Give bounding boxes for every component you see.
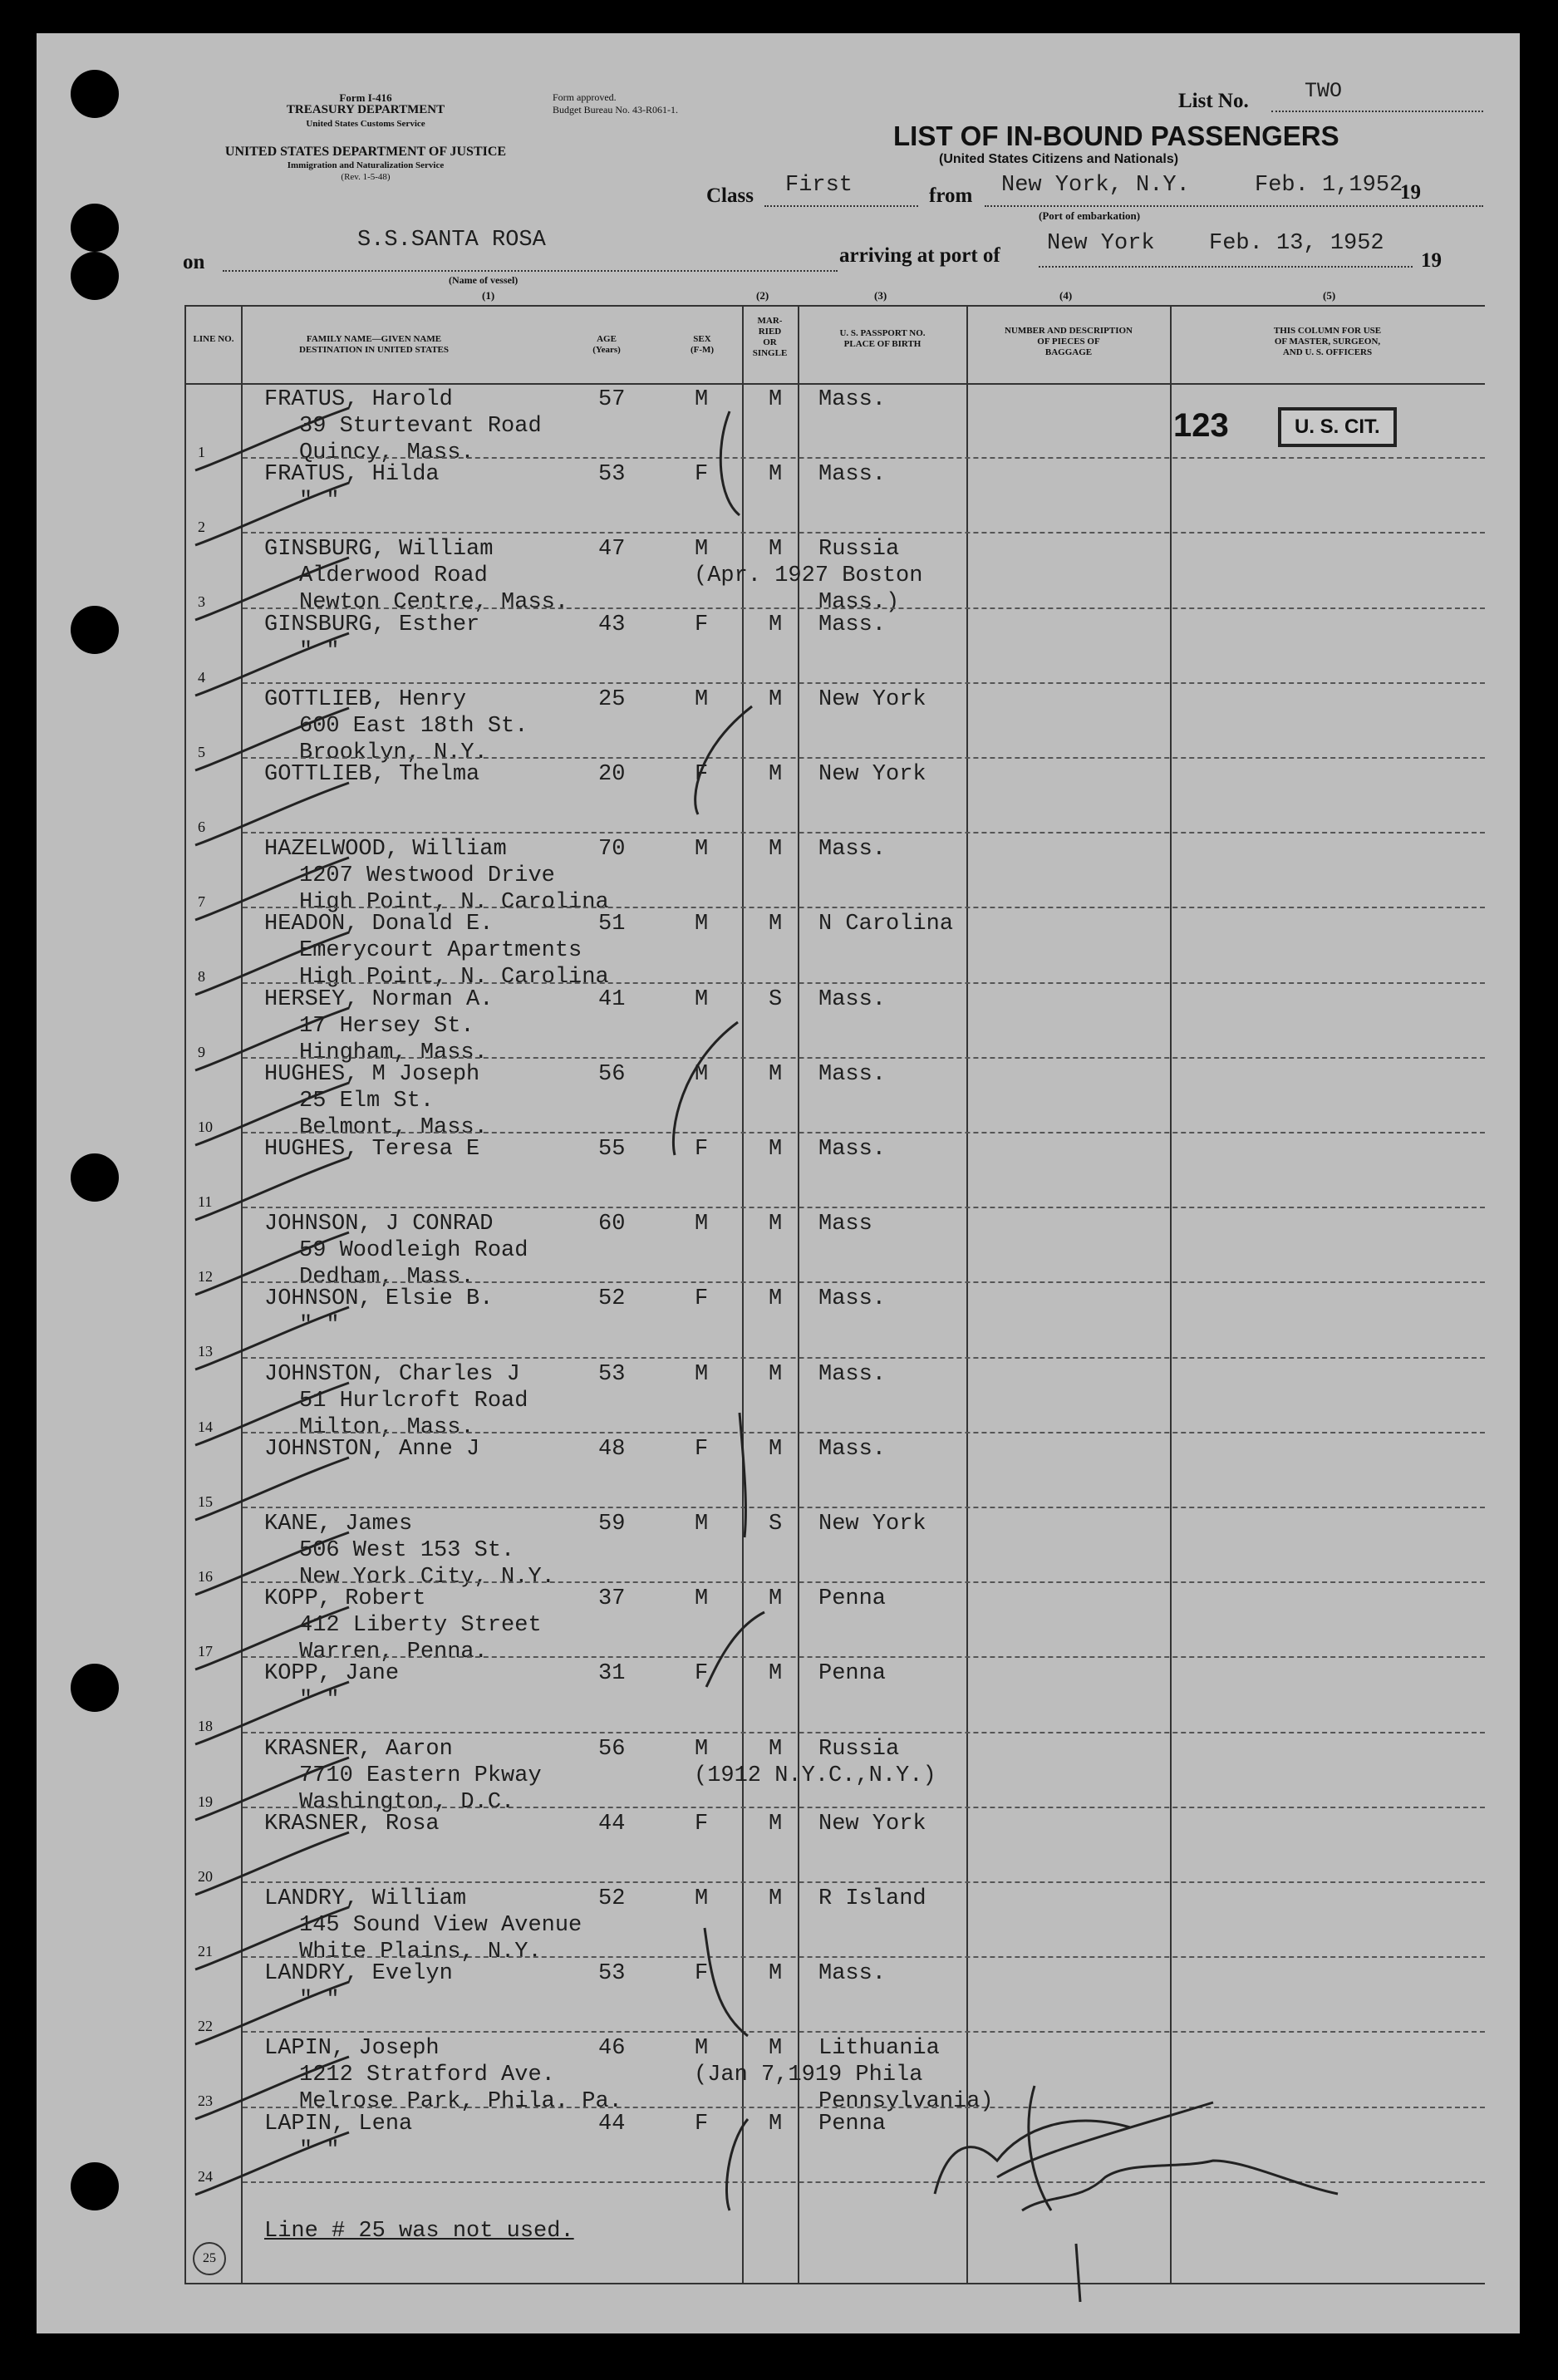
- line-number: 3: [198, 593, 205, 610]
- header-sex: SEX (F-M): [690, 334, 715, 355]
- passenger-sex: F: [695, 1812, 709, 1837]
- passenger-sex: M: [695, 2036, 709, 2061]
- passenger-address-line: 25 Elm St.: [299, 1089, 435, 1114]
- form-title: LIST OF IN-BOUND PASSENGERS: [893, 120, 1339, 151]
- passenger-address-line: Melrose Park, Phila. Pa.: [299, 2089, 622, 2114]
- line-number: 20: [198, 1868, 213, 1885]
- passenger-age: 31: [598, 1661, 626, 1686]
- passenger-age: 44: [598, 2112, 626, 2137]
- header-officers: THIS COLUMN FOR USE OF MASTER, SURGEON, AND U. S. OFFICERS: [1273, 326, 1382, 357]
- passenger-sex: F: [695, 1961, 709, 1986]
- passenger-age: 53: [598, 1961, 626, 1986]
- class-label: Class: [706, 184, 754, 207]
- passenger-sex: M: [695, 837, 709, 862]
- line-number: 11: [198, 1193, 213, 1210]
- passenger-address-line: " ": [299, 639, 340, 664]
- line-number: 10: [198, 1119, 213, 1135]
- passenger-age: 53: [598, 462, 626, 487]
- passenger-name: FRATUS, Hilda: [264, 462, 440, 487]
- line-number: 14: [198, 1419, 213, 1435]
- passenger-name: GINSBURG, Esther: [264, 612, 480, 637]
- port-embarkation-caption: (Port of embarkation): [1039, 209, 1141, 222]
- passenger-birthplace: N Carolina: [818, 912, 954, 937]
- passenger-address-line: " ": [299, 2138, 340, 2163]
- passenger-address-line: 145 Sound View Avenue: [299, 1913, 582, 1938]
- col-num-1: (1): [482, 289, 495, 302]
- passenger-marital-status: M: [769, 1362, 783, 1387]
- passenger-birthplace: New York: [818, 687, 926, 712]
- passenger-address-line: 59 Woodleigh Road: [299, 1238, 528, 1263]
- passenger-birthplace: New York: [818, 762, 926, 787]
- passenger-marital-status: M: [769, 387, 783, 412]
- line-number: 13: [198, 1343, 213, 1360]
- line-number: 19: [198, 1793, 213, 1810]
- passenger-address-line: 51 Hurlcroft Road: [299, 1389, 528, 1414]
- on-label: on: [183, 251, 205, 273]
- passenger-birthplace: R Island: [818, 1886, 926, 1911]
- passenger-address-line: " ": [299, 1313, 340, 1338]
- passenger-address-line: Warren, Penna.: [299, 1640, 488, 1665]
- passenger-sex: F: [695, 2112, 709, 2137]
- passenger-age: 51: [598, 912, 626, 937]
- passenger-name: JOHNSTON, Charles J: [264, 1362, 520, 1387]
- passenger-name: HERSEY, Norman A.: [264, 987, 494, 1012]
- passenger-age: 20: [598, 762, 626, 787]
- passenger-age: 52: [598, 1286, 626, 1311]
- passenger-marital-status: M: [769, 462, 783, 487]
- passenger-name: HUGHES, M Joseph: [264, 1062, 480, 1087]
- passenger-birthplace: Penna: [818, 1586, 887, 1611]
- col-num-3: (3): [874, 289, 887, 302]
- header-baggage: NUMBER AND DESCRIPTION OF PIECES OF BAGGAGE: [1004, 326, 1133, 357]
- passenger-marital-status: M: [769, 1661, 783, 1686]
- birthplace-note: (Jan 7,1919 Phila: [694, 2063, 923, 2087]
- passenger-sex: M: [695, 1212, 709, 1237]
- passenger-name: LAPIN, Lena: [264, 2112, 413, 2137]
- passenger-sex: M: [695, 537, 709, 562]
- passenger-sex: M: [695, 1362, 709, 1387]
- passenger-marital-status: M: [769, 1961, 783, 1986]
- passenger-name: KOPP, Jane: [264, 1661, 400, 1686]
- passenger-address-line: 412 Liberty Street: [299, 1613, 542, 1638]
- passenger-address-line: High Point, N. Carolina: [299, 890, 609, 915]
- arriving-label: arriving at port of: [839, 244, 1000, 267]
- passenger-address-line: White Plains, N.Y.: [299, 1940, 542, 1964]
- passenger-address-line: 1207 Westwood Drive: [299, 863, 555, 888]
- passenger-marital-status: M: [769, 1062, 783, 1087]
- arrival-port: New York: [1047, 231, 1155, 256]
- pen-check-mark: [695, 706, 752, 814]
- stamp-number: 123: [1173, 407, 1229, 444]
- form-revision: (Rev. 1-5-48): [341, 172, 391, 182]
- passenger-name: HAZELWOOD, William: [264, 837, 507, 862]
- passenger-age: 59: [598, 1512, 626, 1537]
- passenger-marital-status: S: [769, 987, 783, 1012]
- signature-stroke: [1029, 2086, 1051, 2210]
- passenger-marital-status: M: [769, 537, 783, 562]
- passenger-birthplace: Lithuania: [818, 2036, 940, 2061]
- from-label: from: [929, 184, 973, 207]
- passenger-marital-status: M: [769, 1886, 783, 1911]
- passenger-marital-status: M: [769, 1437, 783, 1462]
- passenger-age: 41: [598, 987, 626, 1012]
- passenger-address-line: Hingham, Mass.: [299, 1040, 488, 1065]
- passenger-address-line: " ": [299, 1988, 340, 2013]
- passenger-marital-status: M: [769, 1137, 783, 1162]
- passenger-sex: M: [695, 687, 709, 712]
- passenger-birthplace: Mass.: [818, 462, 887, 487]
- passenger-name: LANDRY, William: [264, 1886, 467, 1911]
- line-number: 16: [198, 1568, 213, 1585]
- pen-check-mark: [726, 2119, 748, 2210]
- us-citizen-stamp: U. S. CIT.: [1278, 407, 1397, 447]
- passenger-sex: M: [695, 1586, 709, 1611]
- passenger-birthplace: Mass.: [818, 1961, 887, 1986]
- col-num-4: (4): [1059, 289, 1073, 302]
- header-age: AGE (Years): [592, 334, 621, 355]
- col-num-2: (2): [756, 289, 769, 302]
- passenger-name: KANE, James: [264, 1512, 413, 1537]
- passenger-marital-status: M: [769, 687, 783, 712]
- passenger-birthplace: Mass.: [818, 1286, 887, 1311]
- passenger-name: KRASNER, Rosa: [264, 1812, 440, 1837]
- passenger-birthplace: New York: [818, 1512, 926, 1537]
- passenger-sex: M: [695, 1062, 709, 1087]
- pen-check-mark: [740, 1413, 745, 1537]
- passenger-name: JOHNSON, J CONRAD: [264, 1212, 494, 1237]
- passenger-marital-status: M: [769, 1812, 783, 1837]
- passenger-age: 43: [598, 612, 626, 637]
- line-number: 15: [198, 1493, 213, 1510]
- passenger-age: 47: [598, 537, 626, 562]
- passenger-name: LANDRY, Evelyn: [264, 1961, 453, 1986]
- passenger-birthplace: Mass: [818, 1212, 872, 1237]
- passenger-birthplace: Mass.: [818, 1137, 887, 1162]
- passenger-sex: M: [695, 1886, 709, 1911]
- passenger-marital-status: M: [769, 1286, 783, 1311]
- vessel-caption: (Name of vessel): [449, 274, 519, 286]
- passenger-marital-status: M: [769, 1586, 783, 1611]
- passenger-name: GINSBURG, William: [264, 537, 494, 562]
- list-no-label: List No.: [1178, 90, 1249, 112]
- passenger-birthplace: Mass.: [818, 1062, 887, 1087]
- passenger-birthplace: Russia: [818, 1737, 900, 1762]
- passenger-age: 55: [598, 1137, 626, 1162]
- passenger-address-line: " ": [299, 1688, 340, 1713]
- passenger-address-line: 600 East 18th St.: [299, 714, 528, 739]
- passenger-sex: F: [695, 762, 709, 787]
- passenger-marital-status: M: [769, 837, 783, 862]
- line-number: 21: [198, 1943, 213, 1960]
- passenger-age: 56: [598, 1737, 626, 1762]
- passenger-name: JOHNSON, Elsie B.: [264, 1286, 494, 1311]
- line-number: 4: [198, 669, 205, 686]
- line-number: 1: [198, 444, 205, 460]
- line-number: 6: [198, 819, 205, 835]
- passenger-address-line: 39 Sturtevant Road: [299, 414, 542, 439]
- passenger-address-line: 506 West 153 St.: [299, 1538, 515, 1563]
- line-number: 9: [198, 1044, 205, 1060]
- passenger-marital-status: M: [769, 912, 783, 937]
- header-married: MAR- RIED OR SINGLE: [752, 316, 788, 358]
- passenger-birthplace: Mass.: [818, 387, 887, 412]
- line-number: 22: [198, 2018, 213, 2034]
- passenger-birthplace: New York: [818, 1812, 926, 1837]
- passenger-age: 46: [598, 2036, 626, 2061]
- passenger-sex: M: [695, 1512, 709, 1537]
- passenger-name: GOTTLIEB, Henry: [264, 687, 467, 712]
- passenger-address-line: High Point, N. Carolina: [299, 965, 609, 990]
- passenger-age: 37: [598, 1586, 626, 1611]
- customs-service: United States Customs Service: [306, 119, 425, 129]
- passenger-name: FRATUS, Harold: [264, 387, 453, 412]
- passenger-marital-status: M: [769, 2036, 783, 2061]
- passenger-address-line: Washington, D.C.: [299, 1790, 515, 1815]
- birthplace-note: Pennsylvania): [818, 2089, 994, 2114]
- treasury-dept: TREASURY DEPARTMENT: [286, 103, 445, 116]
- passenger-name: HEADON, Donald E.: [264, 912, 494, 937]
- form-subtitle: (United States Citizens and Nationals): [939, 152, 1179, 166]
- passenger-age: 25: [598, 687, 626, 712]
- pen-check-mark: [706, 1612, 764, 1687]
- passenger-birthplace: Mass.: [818, 612, 887, 637]
- line-number: 17: [198, 1643, 213, 1660]
- passenger-address-line: Belmont, Mass.: [299, 1115, 488, 1140]
- col-num-5: (5): [1323, 289, 1336, 302]
- line-number: 7: [198, 893, 205, 910]
- form-approved: Form approved.: [553, 91, 617, 103]
- passenger-name: KOPP, Robert: [264, 1586, 426, 1611]
- passenger-sex: F: [695, 462, 709, 487]
- passenger-age: 57: [598, 387, 626, 412]
- budget-bureau: Budget Bureau No. 43-R061-1.: [553, 104, 678, 116]
- vessel-name: S.S.SANTA ROSA: [357, 228, 546, 253]
- from-year-suffix: 19: [1400, 181, 1421, 204]
- passenger-sex: M: [695, 1737, 709, 1762]
- ins-service: Immigration and Naturalization Service: [287, 160, 445, 170]
- passenger-sex: F: [695, 612, 709, 637]
- list-no-value: TWO: [1305, 79, 1343, 103]
- passenger-age: 53: [598, 1362, 626, 1387]
- line-number: 8: [198, 968, 205, 985]
- passenger-marital-status: S: [769, 1512, 783, 1537]
- passenger-name: KRASNER, Aaron: [264, 1737, 453, 1762]
- passenger-birthplace: Penna: [818, 1661, 887, 1686]
- header-passport: U. S. PASSPORT NO. PLACE OF BIRTH: [839, 328, 926, 349]
- passenger-address-line: " ": [299, 489, 340, 514]
- passenger-birthplace: Mass.: [818, 987, 887, 1012]
- pen-check-mark: [705, 1928, 748, 2036]
- signature-stroke: [1022, 2161, 1338, 2210]
- passenger-address-line: Brooklyn, N.Y.: [299, 740, 488, 765]
- passenger-address-line: Emerycourt Apartments: [299, 938, 582, 963]
- footer-note: Line # 25 was not used.: [264, 2219, 574, 2244]
- passenger-marital-status: M: [769, 1737, 783, 1762]
- signature-stroke: [1076, 2244, 1080, 2302]
- line-number: 5: [198, 744, 205, 760]
- passenger-sex: F: [695, 1437, 709, 1462]
- line-25-number: 25: [193, 2242, 226, 2275]
- passenger-age: 44: [598, 1812, 626, 1837]
- passenger-address-line: Quincy, Mass.: [299, 440, 474, 465]
- passenger-birthplace: Mass.: [818, 1437, 887, 1462]
- arrival-year-suffix: 19: [1421, 249, 1442, 272]
- passenger-age: 48: [598, 1437, 626, 1462]
- justice-dept: UNITED STATES DEPARTMENT OF JUSTICE: [224, 145, 507, 159]
- passenger-birthplace: Penna: [818, 2112, 887, 2137]
- passenger-sex: M: [695, 987, 709, 1012]
- line-number: 24: [198, 2168, 213, 2185]
- passenger-address-line: Milton, Mass.: [299, 1415, 474, 1440]
- passenger-address-line: 17 Hersey St.: [299, 1014, 474, 1039]
- from-date: Feb. 1,1952: [1255, 173, 1403, 198]
- passenger-address-line: Dedham, Mass.: [299, 1265, 474, 1290]
- passenger-address-line: 1212 Stratford Ave.: [299, 2063, 555, 2087]
- passenger-name: LAPIN, Joseph: [264, 2036, 440, 2061]
- passenger-address-line: Alderwood Road: [299, 563, 488, 588]
- passenger-age: 60: [598, 1212, 626, 1237]
- birthplace-note: (Apr. 1927 Boston: [694, 563, 923, 588]
- passenger-address-line: Newton Centre, Mass.: [299, 590, 569, 615]
- birthplace-note: (1912 N.Y.C.,N.Y.): [694, 1763, 936, 1788]
- passenger-birthplace: Mass.: [818, 837, 887, 862]
- passenger-age: 70: [598, 837, 626, 862]
- passenger-marital-status: M: [769, 612, 783, 637]
- line-number: 23: [198, 2092, 213, 2109]
- birthplace-note: Mass.): [818, 590, 900, 615]
- arrival-date: Feb. 13, 1952: [1209, 231, 1384, 256]
- passenger-age: 52: [598, 1886, 626, 1911]
- form-number: Form I-416: [339, 91, 392, 104]
- passenger-marital-status: M: [769, 1212, 783, 1237]
- passenger-sex: M: [695, 912, 709, 937]
- header-name: FAMILY NAME—GIVEN NAME DESTINATION IN UNITED STATES: [298, 334, 450, 355]
- passenger-name: JOHNSTON, Anne J: [264, 1437, 480, 1462]
- passenger-sex: M: [695, 387, 709, 412]
- passenger-name: HUGHES, Teresa E: [264, 1137, 480, 1162]
- passenger-name: GOTTLIEB, Thelma: [264, 762, 480, 787]
- line-number: 12: [198, 1268, 213, 1285]
- passenger-address-line: 7710 Eastern Pkway: [299, 1763, 542, 1788]
- from-port: New York, N.Y.: [1001, 173, 1190, 198]
- passenger-age: 56: [598, 1062, 626, 1087]
- passenger-birthplace: Russia: [818, 537, 900, 562]
- header-line-no: LINE NO.: [193, 334, 234, 344]
- passenger-sex: F: [695, 1137, 709, 1162]
- passenger-birthplace: Mass.: [818, 1362, 887, 1387]
- line-number: 18: [198, 1718, 213, 1734]
- line-number: 2: [198, 519, 205, 535]
- passenger-marital-status: M: [769, 762, 783, 787]
- passenger-sex: F: [695, 1661, 709, 1686]
- passenger-marital-status: M: [769, 2112, 783, 2137]
- passenger-sex: F: [695, 1286, 709, 1311]
- pen-check-mark: [720, 411, 740, 515]
- pen-check-mark: [673, 1022, 738, 1155]
- class-value: First: [785, 173, 853, 198]
- passenger-address-line: New York City, N.Y.: [299, 1565, 555, 1590]
